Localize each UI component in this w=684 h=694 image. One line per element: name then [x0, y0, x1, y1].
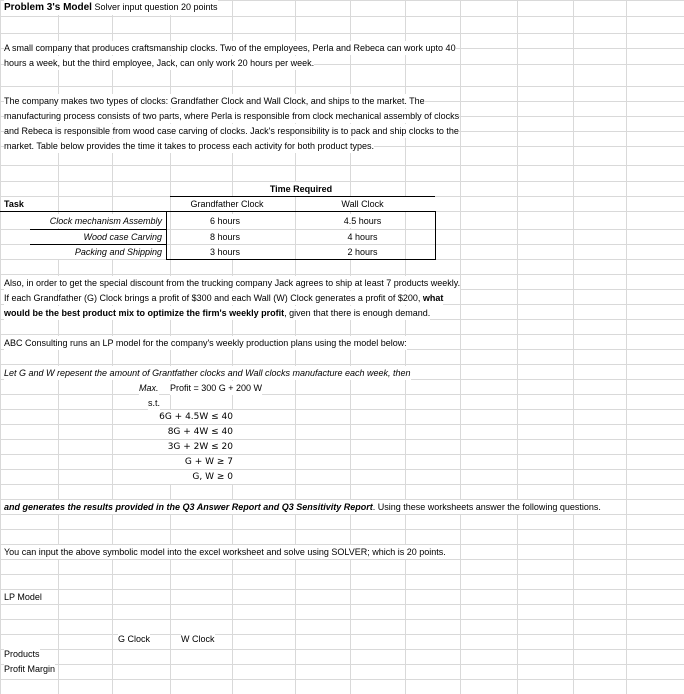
generates-line [4, 500, 601, 514]
table-col2-header: Wall Clock [300, 197, 425, 211]
problem-title [4, 0, 218, 15]
also-line-2-text: If each Grandfather (G) Clock brings a profit of $300 and each Wall (W) Clock generates a profit of $200, [4, 293, 423, 303]
lp-col-g-clock: G Clock [118, 634, 151, 644]
lp-col-w-clock: W Clock [181, 634, 215, 644]
solver-note: You can input the above symbolic model into the excel worksheet and solve using SOLVER; which is 20 points. [4, 547, 446, 557]
desc-line-4: market. Table below provides the time it takes to process each activity for both product types. [4, 141, 375, 151]
table-row-w: 4.5 hours [320, 214, 405, 228]
intro-line-2: hours a week, but the third employee, Jack, can only work 20 hours per week. [4, 58, 315, 68]
abc-consulting-line: ABC Consulting runs an LP model for the company's weekly production plans using the model below: [4, 338, 407, 348]
lp-row-profit-margin: Profit Margin [4, 664, 56, 674]
problem-title-bold: Problem 3's Model [4, 2, 92, 13]
table-row-w: 4 hours [320, 230, 405, 244]
model-objective: Profit = 300 G + 200 W [170, 383, 263, 393]
also-line-1: Also, in order to get the special discount from the trucking company Jack agrees to ship at least 7 products weekly. [4, 278, 461, 288]
model-constraint: 6G + 4.5W ≤ 40 [130, 410, 233, 424]
model-st: s.t. [148, 398, 161, 408]
table-row-task: Clock mechanism Assembly [4, 214, 162, 228]
desc-line-2: manufacturing process consists of two parts, where Perla is responsible from clock mechanical assembly of clocks [4, 111, 460, 121]
table-row-g: 3 hours [210, 247, 241, 257]
table-row-w: 2 hours [320, 245, 405, 259]
model-let-line: Let G and W repesent the amount of Grantfather clocks and Wall clocks manufacture each week, then [4, 368, 411, 378]
table-row-g: 6 hours [210, 216, 241, 226]
also-line-2 [4, 291, 443, 305]
problem-title-rest: Solver input question 20 points [91, 2, 218, 12]
table-bottom-rule [166, 259, 436, 260]
desc-line-3: and Rebeca is responsible from wood case carving of clocks. Jack's responsibility is to pack and ship clocks to the [4, 126, 459, 136]
lp-row-products: Products [4, 649, 40, 659]
table-title: Time Required [256, 182, 346, 196]
also-line-2-bold: what [422, 293, 444, 303]
model-constraint: G + W ≥ 7 [130, 455, 233, 469]
table-right-edge [435, 211, 436, 259]
model-max-label: Max. [139, 383, 159, 393]
generates-line-bold: and generates the results provided in the Q3 Answer Report and Q3 Sensitivity Report [4, 502, 373, 512]
table-row-task: Packing and Shipping [4, 245, 162, 259]
table-row-task: Wood case Carving [4, 230, 162, 244]
model-constraint: G, W ≥ 0 [130, 470, 233, 484]
desc-line-1: The company makes two types of clocks: Grandfather Clock and Wall Clock, and ships to the market. The [4, 96, 425, 106]
table-header-rule [0, 211, 435, 212]
table-task-header: Task [4, 199, 24, 209]
lp-model-title: LP Model [4, 592, 42, 602]
model-constraint: 3G + 2W ≤ 20 [130, 440, 233, 454]
also-line-3-text: , given that there is enough demand. [284, 308, 431, 318]
table-col1-header: Grandfather Clock [172, 197, 282, 211]
table-row-g: 8 hours [210, 232, 241, 242]
also-line-3 [4, 306, 430, 320]
table-left-divider [166, 211, 167, 259]
intro-line-1: A small company that produces craftsmanship clocks. Two of the employees, Perla and Rebeca can work upto 40 [4, 43, 456, 53]
also-line-3-bold: would be the best product mix to optimize the firm's weekly profit [4, 308, 285, 318]
generates-line-text: . Using these worksheets answer the following questions. [372, 502, 601, 512]
model-constraint: 8G + 4W ≤ 40 [130, 425, 233, 439]
